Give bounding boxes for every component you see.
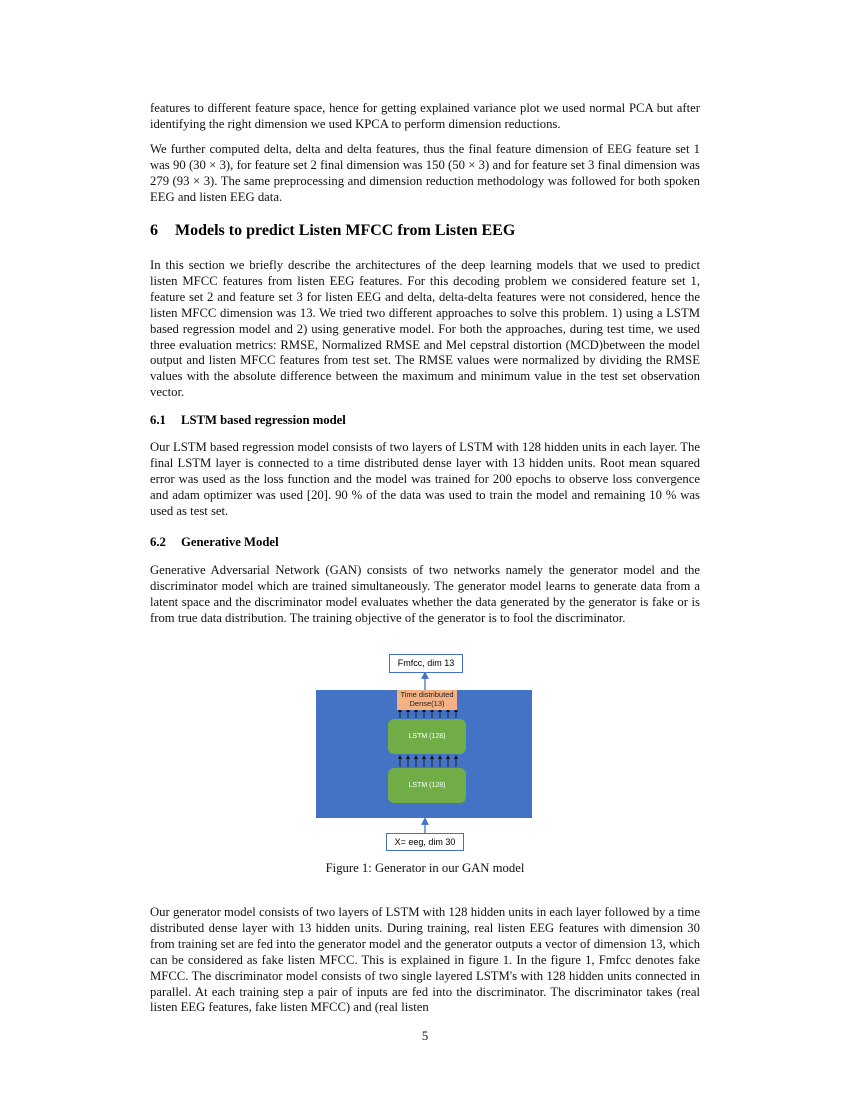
- section-title: Models to predict Listen MFCC from Listen EEG: [175, 222, 516, 239]
- lstm-upper-box: LSTM (128): [388, 719, 466, 754]
- paragraph-section-6-intro: In this section we briefly describe the architectures of the deep learning models that we used to predict listen MFCC features from listen EEG features. For this decoding problem we considered feature set 1, feature set 2 and feature set 3 for listen EEG and delta, delta-delta features were not considered, hence the listen MFCC dimension was 13. We tried two different approaches to solve this problem. 1) using a LSTM based regression model and 2) using generative model. For both the approaches, during test time, we used three evaluation metrics: RMSE, Normalized RMSE and Mel cepstral distortion (MCD)between the model output and listen MFCC features from test set. The RMSE values were normalized by dividing the RMSE values with the absolute difference between the maximum and minimum value in the test set observation vector.: [150, 258, 700, 400]
- input-box: X= eeg, dim 30: [386, 833, 464, 851]
- section-6-heading: [150, 222, 710, 240]
- dense-label-line2: Dense(13): [409, 699, 445, 708]
- subsection-number: 6.2: [150, 535, 166, 549]
- paragraph-lstm-regression: Our LSTM based regression model consists of two layers of LSTM with 128 hidden units in each layer. The final LSTM layer is connected to a time distributed dense layer with 13 hidden units. Root mean squared error was used as the loss function and the model was trained for 200 epochs to observe loss convergence and adam optimizer was used [20]. 90 % of the data was used to train the model and remaining 10 % was used as test set.: [150, 440, 700, 518]
- generator-figure: [316, 654, 532, 850]
- paragraph-pca-continued: features to different feature space, hence for getting explained variance plot we used normal PCA but after identifying the right dimension we used KPCA to perform dimension reductions.: [150, 101, 700, 131]
- dense-label-line1: Time distributed: [400, 690, 454, 699]
- subsection-number: 6.1: [150, 413, 166, 427]
- subsection-title: Generative Model: [181, 535, 279, 549]
- lstm-to-dense-arrows: [400, 710, 456, 718]
- lstm-to-lstm-arrows: [400, 757, 456, 767]
- subsection-6-1-heading: [150, 413, 710, 428]
- output-box: Fmfcc, dim 13: [389, 654, 463, 673]
- page-number: 5: [421, 1029, 429, 1043]
- subsection-title: LSTM based regression model: [181, 413, 346, 427]
- lstm-lower-box: LSTM (128): [388, 768, 466, 803]
- dense-layer-box: [397, 690, 457, 710]
- paragraph-generator-description: Our generator model consists of two layers of LSTM with 128 hidden units in each layer followed by a time distributed dense layer with 13 hidden units. During training, real listen EEG features with dimension 30 from training set are fed into the generator model and the generator outputs a vector of dimension 13, which can be considered as fake listen MFCC. This is explained in figure 1. In the figure 1, Fmfcc denotes fake MFCC. The discriminator model consists of two single layered LSTM's with 128 hidden units connected in parallel. At each training step a pair of inputs are fed into the discriminator. The discriminator takes (real listen EEG features, fake listen MFCC) and (real listen: [150, 905, 700, 1015]
- figure-caption: Figure 1: Generator in our GAN model: [325, 861, 525, 875]
- paragraph-feature-dimensions: We further computed delta, delta and delta features, thus the final feature dimension of EEG feature set 1 was 90 (30 × 3), for feature set 2 final dimension was 150 (50 × 3) and for feature set 3 final dimension was 279 (93 × 3). The same preprocessing and dimension reduction methodology was followed for both spoken EEG and listen EEG data.: [150, 142, 700, 204]
- paragraph-gan-description: Generative Adversarial Network (GAN) consists of two networks namely the generator model and the discriminator model which are trained simultaneously. The generator model learns to generate data from a latent space and the discriminator model evaluates whether the data generated by the generator is fake or is from true data distribution. The training objective of the generator is to fool the discriminator.: [150, 563, 700, 625]
- section-number: 6: [150, 222, 158, 239]
- subsection-6-2-heading: [150, 535, 710, 550]
